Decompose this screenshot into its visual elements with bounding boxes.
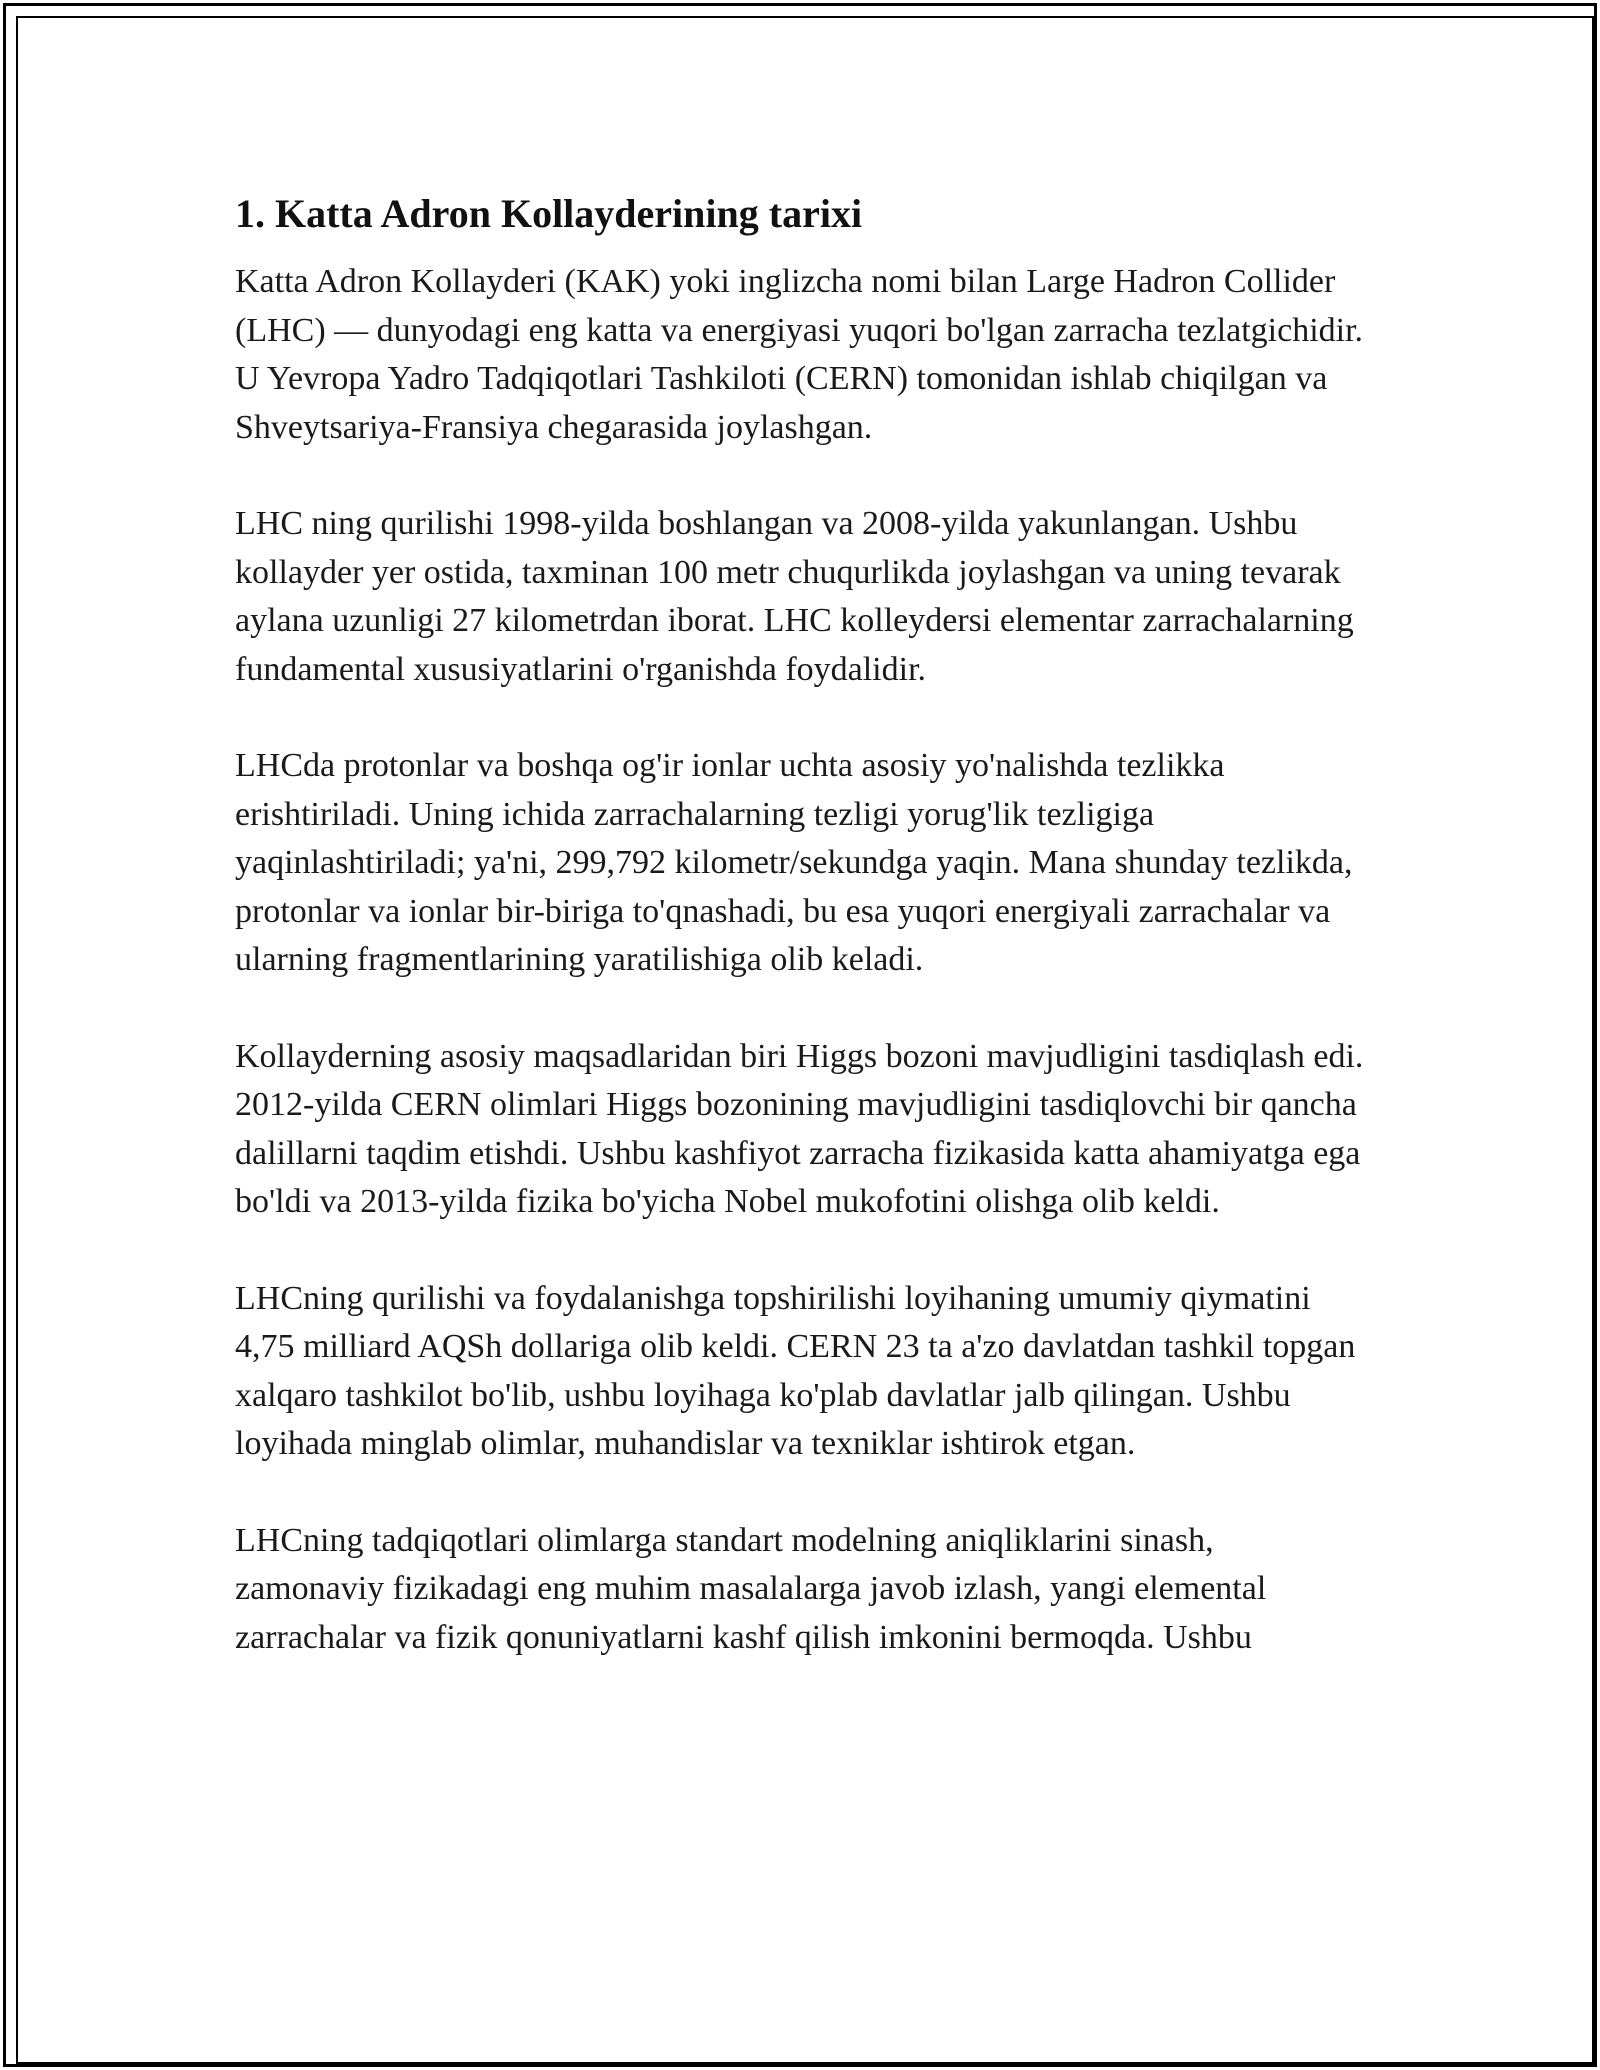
paragraph-construction: LHC ning qurilishi 1998-yilda boshlangan va 2008-yilda yakunlangan. Ushbu kollayder yer ostida, taxminan 100 metr chuqurlikda joylashgan va uning tevarak aylana uzunligi 27 kilometrdan iborat. LHC kolleydersi elementar zarrachalarning fundamental xususiyatlarini o'rganishda foydalidir. (235, 505, 1354, 688)
paragraph-intro: Katta Adron Kollayderi (KAK) yoki inglizcha nomi bilan Large Hadron Collider (LHC) — dunyodagi eng katta va energiyasi yuqori bo'lgan zarracha tezlatgichidir. U Yevropa Yadro Tadqiqotlari Tashkiloti (CERN) tomonidan ishlab chiqilgan va Shveytsariya-Fransiya chegarasida joylashgan. (235, 263, 1364, 446)
section-heading: 1. Katta Adron Kollayderining tarixi (235, 191, 863, 236)
paragraph-research: LHCning tadqiqotlari olimlarga standart modelning aniqliklarini sinash, zamonaviy fizikadagi eng muhim masalalarga javob izlash, yangi elemental zarrachalar va fizik qonuniyatlarni kashf qilish imkonini bermoqda. Ushbu (235, 1521, 1267, 1656)
document-body (235, 186, 1365, 1710)
paragraph-higgs-boson: Kollayderning asosiy maqsadlaridan biri Higgs bozoni mavjudligini tasdiqlash edi. 2012-yilda CERN olimlari Higgs bozonining mavjudligini tasdiqlovchi bir qancha dalillarni taqdim etishdi. Ushbu kashfiyot zarracha fizikasida katta ahamiyatga ega bo'ldi va 2013-yilda fizika bo'yicha Nobel mukofotini olishga olib keldi. (235, 1037, 1364, 1220)
paragraph-cost: LHCning qurilishi va foydalanishga topshirilishi loyihaning umumiy qiymatini 4,75 milliard AQSh dollariga olib keldi. CERN 23 ta a'zo davlatdan tashkil topgan xalqaro tashkilot bo'lib, ushbu loyihaga ko'plab davlatlar jalb qilingan. Ushbu loyihada minglab olimlar, muhandislar va texniklar ishtirok etgan. (235, 1279, 1356, 1462)
paragraph-particle-speed: LHCda protonlar va boshqa og'ir ionlar uchta asosiy yo'nalishda tezlikka erishtiriladi. Uning ichida zarrachalarning tezligi yorug'lik tezligiga yaqinlashtiriladi; ya'ni, 299,792 kilometr/sekundga yaqin. Mana shunday tezlikda, protonlar va ionlar bir-biriga to'qnashadi, bu esa yuqori energiyali zarrachalar va ularning fragmentlarining yaratilishiga olib keladi. (235, 747, 1353, 978)
